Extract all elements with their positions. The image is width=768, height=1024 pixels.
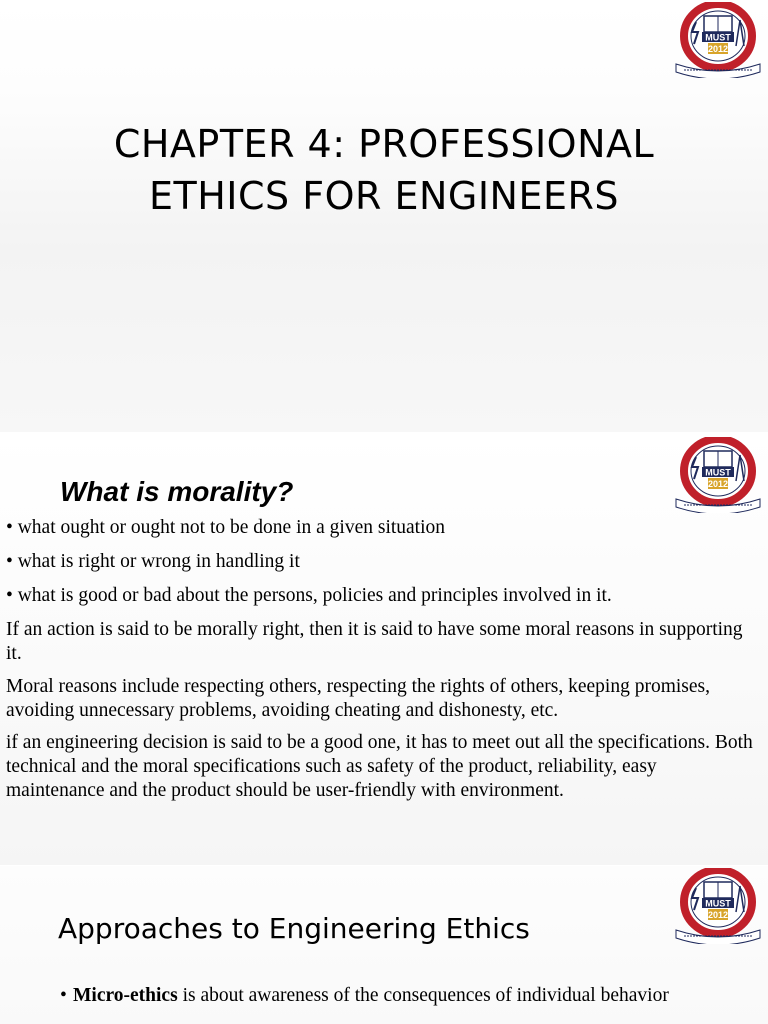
logo-year: 2012 (707, 44, 729, 54)
list-item (60, 984, 740, 1008)
slide-title: CHAPTER 4: PROFESSIONAL ETHICS FOR ENGINEERS (113, 122, 655, 218)
must-logo-icon (670, 868, 766, 944)
logo-text: MUST (705, 467, 731, 478)
paragraph: Moral reasons include respecting others, respecting the rights of others, keeping promises, avoiding unnecessary problems, avoiding cheating and dishonesty, etc. (6, 676, 710, 721)
slide-1 (0, 0, 768, 432)
list-item: • what is right or wrong in handling it (6, 551, 300, 572)
term-bold: Micro-ethics (73, 985, 178, 1006)
term-description: is about awareness of the consequences of individual behavior (177, 985, 669, 1006)
list-item: • what ought or ought not to be done in a given situation (6, 517, 446, 538)
logo-text: MUST (705, 898, 731, 909)
must-logo-icon (670, 437, 766, 513)
paragraph: if an engineering decision is said to be a good one, it has to meet out all the specifications. Both technical and the moral specifications such as safety of the product, reliability, easy maintenance and the product should be user-friendly with environment. (6, 732, 753, 801)
slide-title: What is morality? (60, 476, 294, 507)
logo-year: 2012 (707, 479, 729, 489)
paragraph: If an action is said to be morally right, then it is said to have some moral reasons in supporting it. (6, 619, 743, 664)
bullet-marker: • (60, 985, 67, 1006)
list-item: • what is good or bad about the persons, policies and principles involved in it. (6, 585, 612, 606)
must-logo-icon (670, 2, 766, 78)
logo-year: 2012 (707, 910, 729, 920)
slide-title: Approaches to Engineering Ethics (58, 912, 530, 945)
logo-text: MUST (705, 32, 731, 43)
